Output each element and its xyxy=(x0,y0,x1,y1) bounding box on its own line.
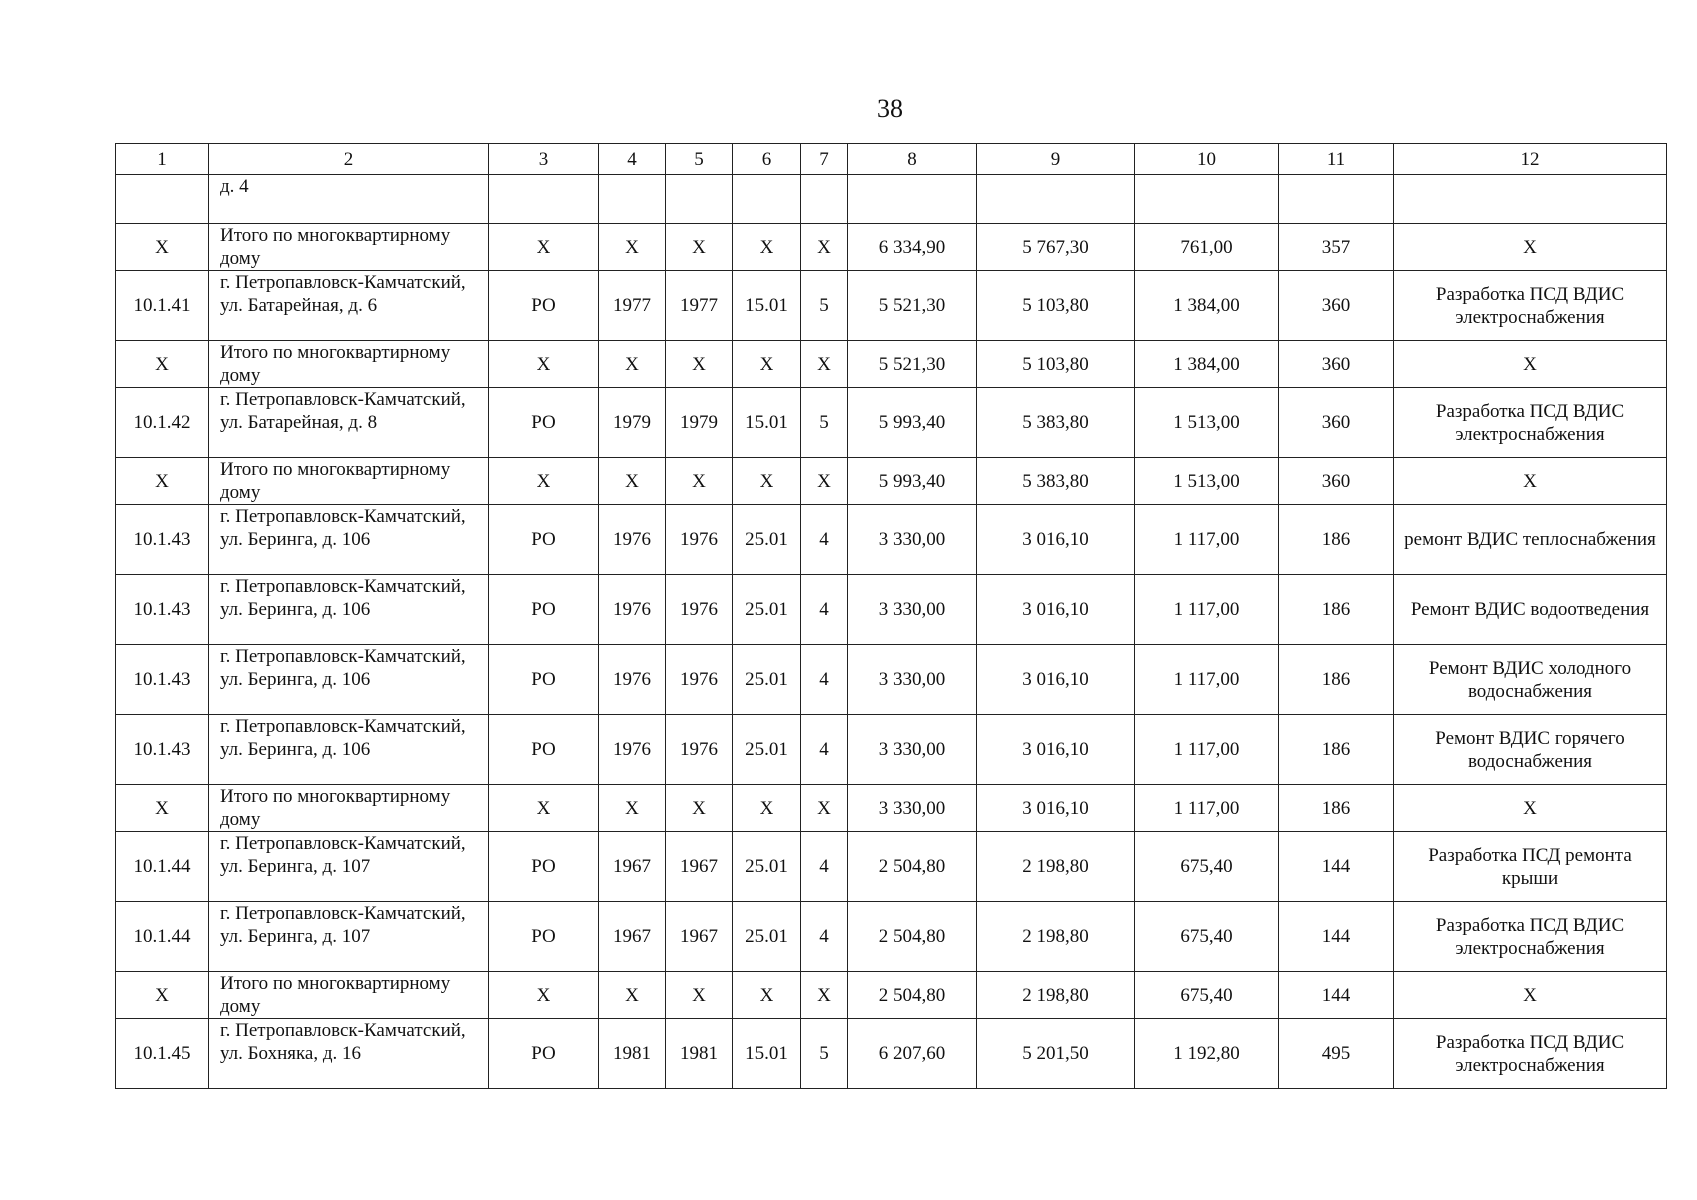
cell-col-5: 1976 xyxy=(666,715,733,785)
cell-col-3: Х xyxy=(489,785,599,832)
cell-col-5: 1981 xyxy=(666,1019,733,1089)
cell-col-10: 761,00 xyxy=(1135,224,1279,271)
cell-col-10: 1 117,00 xyxy=(1135,575,1279,645)
cell-col-12: Разработка ПСД ВДИС электроснабжения xyxy=(1394,902,1667,972)
cell-col-8: 2 504,80 xyxy=(848,832,977,902)
cell-col-11: 186 xyxy=(1279,645,1394,715)
cell-col-3: РО xyxy=(489,271,599,341)
cell-col-7: 4 xyxy=(801,832,848,902)
total-row xyxy=(116,972,1667,1019)
table-row xyxy=(116,505,1667,575)
cell-col-11: 186 xyxy=(1279,785,1394,832)
cell-col-11: 144 xyxy=(1279,832,1394,902)
cell-col-3: РО xyxy=(489,388,599,458)
cell-col-3: РО xyxy=(489,1019,599,1089)
cell-col-2: г. Петропавловск-Камчатский, ул. Беринга, д. 107 xyxy=(209,832,489,902)
cell-col-5: Х xyxy=(666,341,733,388)
cell-col-5: Х xyxy=(666,458,733,505)
cell-col-3: РО xyxy=(489,715,599,785)
cell-col-6: Х xyxy=(733,341,801,388)
page-number: 38 xyxy=(877,94,903,123)
cell-col-10: 1 192,80 xyxy=(1135,1019,1279,1089)
cell-col-6: 15.01 xyxy=(733,271,801,341)
cell-col-7: 5 xyxy=(801,271,848,341)
cell-col-5: Х xyxy=(666,224,733,271)
column-header-9: 9 xyxy=(977,144,1135,175)
cell-col-9: 5 767,30 xyxy=(977,224,1135,271)
column-header-12: 12 xyxy=(1394,144,1667,175)
cell-col-8: 6 207,60 xyxy=(848,1019,977,1089)
column-header-3: 3 xyxy=(489,144,599,175)
cell-col-1: Х xyxy=(116,224,209,271)
cell-col-9: 3 016,10 xyxy=(977,715,1135,785)
cell-col-2: Итого по многоквартирному дому xyxy=(209,341,489,388)
cell-col-6: 25.01 xyxy=(733,505,801,575)
cell-col-4: 1976 xyxy=(599,575,666,645)
cell-col-11: 360 xyxy=(1279,271,1394,341)
cell-col-3: Х xyxy=(489,224,599,271)
cell-col-5: 1976 xyxy=(666,575,733,645)
cell-col-4: 1976 xyxy=(599,645,666,715)
cell-col-4 xyxy=(599,175,666,224)
cell-col-1: Х xyxy=(116,972,209,1019)
cell-col-10: 1 117,00 xyxy=(1135,715,1279,785)
cell-col-4: Х xyxy=(599,341,666,388)
cell-col-7: 4 xyxy=(801,902,848,972)
cell-col-1: 10.1.42 xyxy=(116,388,209,458)
cell-col-10: 1 513,00 xyxy=(1135,458,1279,505)
cell-col-11: 144 xyxy=(1279,972,1394,1019)
cell-col-7: 4 xyxy=(801,645,848,715)
cell-col-4: 1976 xyxy=(599,715,666,785)
cell-col-4: 1979 xyxy=(599,388,666,458)
cell-col-3: Х xyxy=(489,458,599,505)
cell-col-8: 3 330,00 xyxy=(848,505,977,575)
cell-col-7: Х xyxy=(801,785,848,832)
column-header-6: 6 xyxy=(733,144,801,175)
cell-col-5: 1976 xyxy=(666,505,733,575)
column-header-8: 8 xyxy=(848,144,977,175)
cell-col-5: 1967 xyxy=(666,902,733,972)
cell-col-12: Х xyxy=(1394,458,1667,505)
table-row xyxy=(116,388,1667,458)
cell-col-3: РО xyxy=(489,832,599,902)
cell-col-1: 10.1.43 xyxy=(116,715,209,785)
cell-col-9: 3 016,10 xyxy=(977,785,1135,832)
cell-col-6 xyxy=(733,175,801,224)
cell-col-11: 186 xyxy=(1279,505,1394,575)
cell-col-8 xyxy=(848,175,977,224)
cell-col-2: г. Петропавловск-Камчатский, ул. Батарейная, д. 6 xyxy=(209,271,489,341)
table-row xyxy=(116,271,1667,341)
cell-col-1: Х xyxy=(116,785,209,832)
cell-col-7 xyxy=(801,175,848,224)
cell-col-2: г. Петропавловск-Камчатский, ул. Беринга, д. 106 xyxy=(209,575,489,645)
cell-col-8: 5 993,40 xyxy=(848,458,977,505)
cell-col-5 xyxy=(666,175,733,224)
cell-col-5: 1977 xyxy=(666,271,733,341)
cell-col-2: г. Петропавловск-Камчатский, ул. Беринга, д. 106 xyxy=(209,645,489,715)
cell-col-4: 1976 xyxy=(599,505,666,575)
column-header-11: 11 xyxy=(1279,144,1394,175)
cell-col-1 xyxy=(116,175,209,224)
cell-col-9: 2 198,80 xyxy=(977,902,1135,972)
cell-col-9: 5 103,80 xyxy=(977,271,1135,341)
cell-col-6: Х xyxy=(733,458,801,505)
cell-col-3: РО xyxy=(489,902,599,972)
cell-col-11: 186 xyxy=(1279,715,1394,785)
cell-col-3: РО xyxy=(489,505,599,575)
cell-col-5: Х xyxy=(666,785,733,832)
cell-col-5: 1979 xyxy=(666,388,733,458)
cell-col-4: Х xyxy=(599,785,666,832)
cell-col-12: Разработка ПСД ВДИС электроснабжения xyxy=(1394,271,1667,341)
cell-col-10: 1 513,00 xyxy=(1135,388,1279,458)
cell-col-2: г. Петропавловск-Камчатский, ул. Батарейная, д. 8 xyxy=(209,388,489,458)
cell-col-10: 1 117,00 xyxy=(1135,785,1279,832)
table-row xyxy=(116,832,1667,902)
cell-col-6: 25.01 xyxy=(733,832,801,902)
cell-col-7: 4 xyxy=(801,575,848,645)
cell-col-7: Х xyxy=(801,224,848,271)
cell-col-2: г. Петропавловск-Камчатский, ул. Беринга, д. 107 xyxy=(209,902,489,972)
cell-col-6: 15.01 xyxy=(733,388,801,458)
total-row xyxy=(116,341,1667,388)
cell-col-9: 3 016,10 xyxy=(977,645,1135,715)
total-row xyxy=(116,224,1667,271)
cell-col-8: 5 521,30 xyxy=(848,341,977,388)
cell-col-2: Итого по многоквартирному дому xyxy=(209,458,489,505)
continuation-row xyxy=(116,175,1667,224)
cell-col-9: 3 016,10 xyxy=(977,505,1135,575)
cell-col-10: 675,40 xyxy=(1135,832,1279,902)
cell-col-10: 675,40 xyxy=(1135,972,1279,1019)
cell-col-6: 25.01 xyxy=(733,575,801,645)
cell-col-11: 360 xyxy=(1279,341,1394,388)
cell-col-4: 1967 xyxy=(599,902,666,972)
cell-col-12: Ремонт ВДИС горячего водоснабжения xyxy=(1394,715,1667,785)
column-header-7: 7 xyxy=(801,144,848,175)
cell-col-1: 10.1.44 xyxy=(116,902,209,972)
table-row xyxy=(116,902,1667,972)
cell-col-4: Х xyxy=(599,972,666,1019)
cell-col-9: 5 383,80 xyxy=(977,388,1135,458)
cell-col-9: 2 198,80 xyxy=(977,832,1135,902)
cell-col-6: Х xyxy=(733,224,801,271)
data-table xyxy=(115,143,1667,1089)
cell-col-4: Х xyxy=(599,224,666,271)
cell-col-1: 10.1.41 xyxy=(116,271,209,341)
cell-col-8: 5 521,30 xyxy=(848,271,977,341)
cell-col-8: 3 330,00 xyxy=(848,575,977,645)
cell-col-2: Итого по многоквартирному дому xyxy=(209,224,489,271)
cell-col-2: Итого по многоквартирному дому xyxy=(209,972,489,1019)
cell-col-6: Х xyxy=(733,972,801,1019)
cell-col-1: 10.1.45 xyxy=(116,1019,209,1089)
cell-col-9: 2 198,80 xyxy=(977,972,1135,1019)
cell-col-8: 3 330,00 xyxy=(848,645,977,715)
cell-col-2: д. 4 xyxy=(209,175,489,224)
cell-col-4: 1967 xyxy=(599,832,666,902)
cell-col-5: 1967 xyxy=(666,832,733,902)
cell-col-1: 10.1.43 xyxy=(116,505,209,575)
cell-col-5: 1976 xyxy=(666,645,733,715)
cell-col-6: 15.01 xyxy=(733,1019,801,1089)
column-header-10: 10 xyxy=(1135,144,1279,175)
cell-col-3: Х xyxy=(489,341,599,388)
cell-col-3: Х xyxy=(489,972,599,1019)
cell-col-10: 1 384,00 xyxy=(1135,341,1279,388)
cell-col-10: 1 117,00 xyxy=(1135,505,1279,575)
cell-col-9: 5 201,50 xyxy=(977,1019,1135,1089)
cell-col-8: 6 334,90 xyxy=(848,224,977,271)
table-row xyxy=(116,645,1667,715)
cell-col-12: Х xyxy=(1394,341,1667,388)
table-row xyxy=(116,715,1667,785)
cell-col-6: Х xyxy=(733,785,801,832)
total-row xyxy=(116,785,1667,832)
cell-col-10 xyxy=(1135,175,1279,224)
table-row xyxy=(116,1019,1667,1089)
cell-col-11: 495 xyxy=(1279,1019,1394,1089)
cell-col-11: 360 xyxy=(1279,458,1394,505)
cell-col-1: 10.1.44 xyxy=(116,832,209,902)
cell-col-11: 360 xyxy=(1279,388,1394,458)
cell-col-4: 1981 xyxy=(599,1019,666,1089)
cell-col-2: Итого по многоквартирному дому xyxy=(209,785,489,832)
cell-col-8: 2 504,80 xyxy=(848,972,977,1019)
table-row xyxy=(116,575,1667,645)
cell-col-12 xyxy=(1394,175,1667,224)
cell-col-12: Х xyxy=(1394,224,1667,271)
cell-col-7: 4 xyxy=(801,715,848,785)
cell-col-7: 5 xyxy=(801,388,848,458)
cell-col-9: 5 383,80 xyxy=(977,458,1135,505)
cell-col-8: 3 330,00 xyxy=(848,785,977,832)
cell-col-12: Ремонт ВДИС водоотведения xyxy=(1394,575,1667,645)
cell-col-7: Х xyxy=(801,458,848,505)
cell-col-12: ремонт ВДИС теплоснабжения xyxy=(1394,505,1667,575)
cell-col-12: Ремонт ВДИС холодного водоснабжения xyxy=(1394,645,1667,715)
column-header-1: 1 xyxy=(116,144,209,175)
cell-col-11 xyxy=(1279,175,1394,224)
cell-col-8: 5 993,40 xyxy=(848,388,977,458)
cell-col-12: Разработка ПСД ВДИС электроснабжения xyxy=(1394,1019,1667,1089)
cell-col-7: 4 xyxy=(801,505,848,575)
cell-col-11: 144 xyxy=(1279,902,1394,972)
column-header-2: 2 xyxy=(209,144,489,175)
column-header-4: 4 xyxy=(599,144,666,175)
cell-col-2: г. Петропавловск-Камчатский, ул. Бохняка, д. 16 xyxy=(209,1019,489,1089)
cell-col-12: Х xyxy=(1394,972,1667,1019)
cell-col-4: Х xyxy=(599,458,666,505)
cell-col-10: 1 384,00 xyxy=(1135,271,1279,341)
cell-col-3: РО xyxy=(489,645,599,715)
cell-col-9: 3 016,10 xyxy=(977,575,1135,645)
cell-col-8: 2 504,80 xyxy=(848,902,977,972)
cell-col-4: 1977 xyxy=(599,271,666,341)
cell-col-11: 186 xyxy=(1279,575,1394,645)
cell-col-1: 10.1.43 xyxy=(116,645,209,715)
cell-col-2: г. Петропавловск-Камчатский, ул. Беринга, д. 106 xyxy=(209,715,489,785)
cell-col-10: 1 117,00 xyxy=(1135,645,1279,715)
cell-col-3: РО xyxy=(489,575,599,645)
header-row xyxy=(116,144,1667,175)
cell-col-3 xyxy=(489,175,599,224)
cell-col-10: 675,40 xyxy=(1135,902,1279,972)
cell-col-9: 5 103,80 xyxy=(977,341,1135,388)
cell-col-1: Х xyxy=(116,458,209,505)
cell-col-12: Х xyxy=(1394,785,1667,832)
cell-col-7: Х xyxy=(801,341,848,388)
cell-col-8: 3 330,00 xyxy=(848,715,977,785)
cell-col-12: Разработка ПСД ВДИС электроснабжения xyxy=(1394,388,1667,458)
cell-col-7: 5 xyxy=(801,1019,848,1089)
cell-col-6: 25.01 xyxy=(733,715,801,785)
cell-col-12: Разработка ПСД ремонта крыши xyxy=(1394,832,1667,902)
total-row xyxy=(116,458,1667,505)
cell-col-2: г. Петропавловск-Камчатский, ул. Беринга, д. 106 xyxy=(209,505,489,575)
cell-col-1: 10.1.43 xyxy=(116,575,209,645)
cell-col-7: Х xyxy=(801,972,848,1019)
cell-col-6: 25.01 xyxy=(733,902,801,972)
cell-col-6: 25.01 xyxy=(733,645,801,715)
cell-col-5: Х xyxy=(666,972,733,1019)
cell-col-11: 357 xyxy=(1279,224,1394,271)
cell-col-1: Х xyxy=(116,341,209,388)
column-header-5: 5 xyxy=(666,144,733,175)
cell-col-9 xyxy=(977,175,1135,224)
